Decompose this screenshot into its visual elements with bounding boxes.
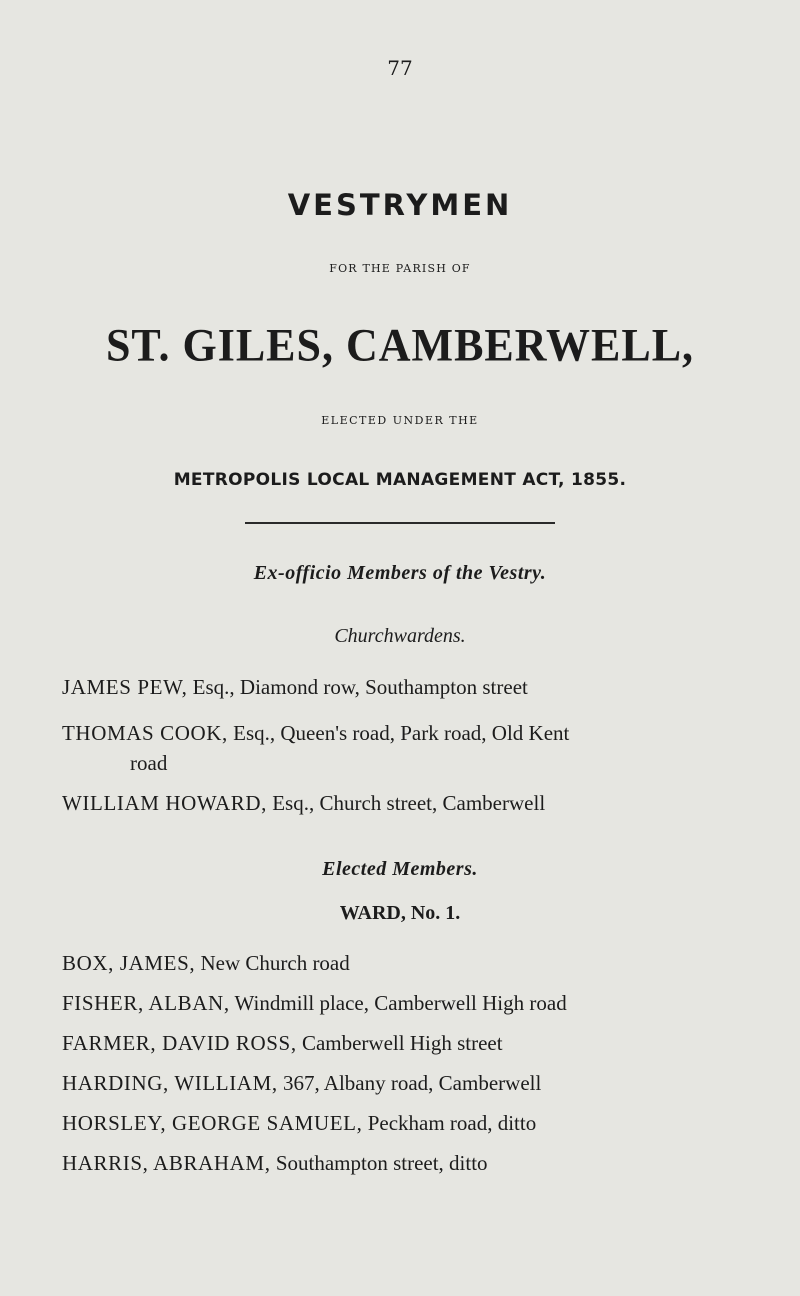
entry-name: HARDING, WILLIAM,	[62, 1071, 278, 1095]
elected-under-line: ELECTED UNDER THE	[321, 414, 479, 427]
for-parish-line: FOR THE PARISH OF	[329, 262, 471, 275]
entry-address: Esq., Diamond row, Southampton street	[187, 675, 528, 699]
entry-address: Camberwell High street	[296, 1031, 503, 1055]
parish-name: ST. GILES, CAMBERWELL,	[105, 319, 695, 372]
entry-address: Windmill place, Camberwell High road	[229, 991, 567, 1015]
entry-name: FARMER, DAVID ROSS,	[62, 1031, 297, 1055]
divider-rule	[245, 522, 555, 524]
entry-name: WILLIAM HOWARD,	[62, 791, 267, 815]
ward-heading: WARD, No. 1.	[339, 902, 461, 924]
churchwarden-entry	[62, 718, 762, 778]
churchwarden-entry	[62, 672, 762, 702]
entry-name: JAMES PEW,	[62, 675, 188, 699]
entry-name: HARRIS, ABRAHAM,	[62, 1151, 271, 1175]
page-title: VESTRYMEN	[287, 188, 513, 222]
member-entry	[62, 1068, 762, 1098]
entry-address-continuation: road	[130, 751, 168, 775]
entry-address: New Church road	[195, 951, 350, 975]
entry-address: Esq., Church street, Camberwell	[266, 791, 546, 815]
member-entry	[62, 1148, 762, 1178]
entry-address: Southampton street, ditto	[270, 1151, 488, 1175]
entry-name: BOX, JAMES,	[62, 951, 196, 975]
churchwarden-entry	[62, 788, 762, 818]
page-number: 77	[387, 56, 413, 80]
entry-address: Esq., Queen's road, Park road, Old Kent	[227, 721, 570, 745]
entry-address: 367, Albany road, Camberwell	[277, 1071, 542, 1095]
elected-members-heading: Elected Members.	[322, 858, 478, 880]
entry-address: Peckham road, ditto	[362, 1111, 537, 1135]
entry-name: THOMAS COOK,	[62, 721, 228, 745]
act-title: METROPOLIS LOCAL MANAGEMENT ACT, 1855.	[173, 470, 627, 490]
member-entry	[62, 988, 762, 1018]
member-entry	[62, 1108, 762, 1138]
member-entry	[62, 948, 762, 978]
entry-name: FISHER, ALBAN,	[62, 991, 230, 1015]
member-entry	[62, 1028, 762, 1058]
churchwardens-heading: Churchwardens.	[334, 625, 466, 647]
entry-name: HORSLEY, GEORGE SAMUEL,	[62, 1111, 363, 1135]
ex-officio-heading: Ex-officio Members of the Vestry.	[253, 562, 547, 584]
